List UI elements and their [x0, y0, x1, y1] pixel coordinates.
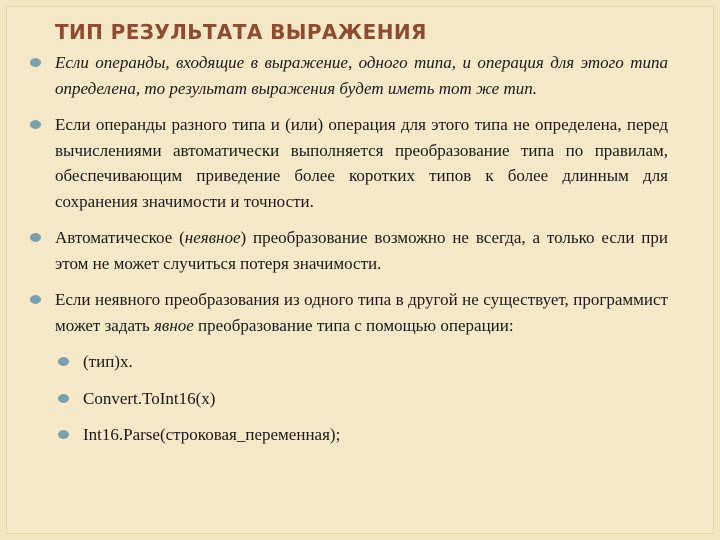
- bullet-item-4: [30, 287, 668, 338]
- bullet-dot-icon: [58, 430, 69, 439]
- sub-bullet-text-3: Int16.Parse(строковая_переменная);: [83, 425, 341, 444]
- bullet-dot-icon: [30, 58, 41, 67]
- bullet-text-3-start: Автоматическое (: [55, 228, 185, 247]
- bullet-text-1: Если операнды, входящие в выражение, одного типа, и операция для этого типа определена, то результат выражения будет иметь тот же тип.: [55, 53, 668, 98]
- bullet-dot-icon: [58, 357, 69, 366]
- sub-bullet-item-3: [30, 422, 668, 448]
- bullet-text-4-start: Если неявного преобразования из одного типа в другой не существует, программист может задать: [55, 290, 668, 335]
- sub-bullet-item-2: [30, 386, 668, 412]
- bullet-text-4-emphasis: явное: [154, 315, 194, 335]
- sub-bullet-text-1: (тип)x.: [83, 352, 133, 371]
- bullet-text-4-end: преобразование типа с помощью операции:: [193, 315, 514, 335]
- bullet-dot-icon: [58, 394, 69, 403]
- slide-content: [30, 50, 668, 459]
- bullet-dot-icon: [30, 120, 41, 129]
- slide-title: ТИП РЕЗУЛЬТАТА ВЫРАЖЕНИЯ: [55, 20, 427, 44]
- bullet-text-3-end: ) преобразование возможно не всегда, а только если при этом не может случиться потеря значимости.: [55, 228, 668, 273]
- bullet-dot-icon: [30, 295, 41, 304]
- bullet-dot-icon: [30, 233, 41, 242]
- sub-bullet-text-2: Convert.ToInt16(x): [83, 388, 216, 408]
- bullet-item-1: [30, 50, 668, 101]
- bullet-text-2: Если операнды разного типа и (или) операция для этого типа не определена, перед вычислениями автоматически выполняется преобразование типа по правилам, обеспечивающим приведение более коротких типов к более длинным для сохранения значимости и точности.: [55, 115, 668, 211]
- bullet-item-2: [30, 112, 668, 214]
- sub-bullet-item-1: [30, 349, 668, 375]
- bullet-text-3-emphasis: неявное: [184, 228, 241, 247]
- bullet-item-3: [30, 225, 668, 276]
